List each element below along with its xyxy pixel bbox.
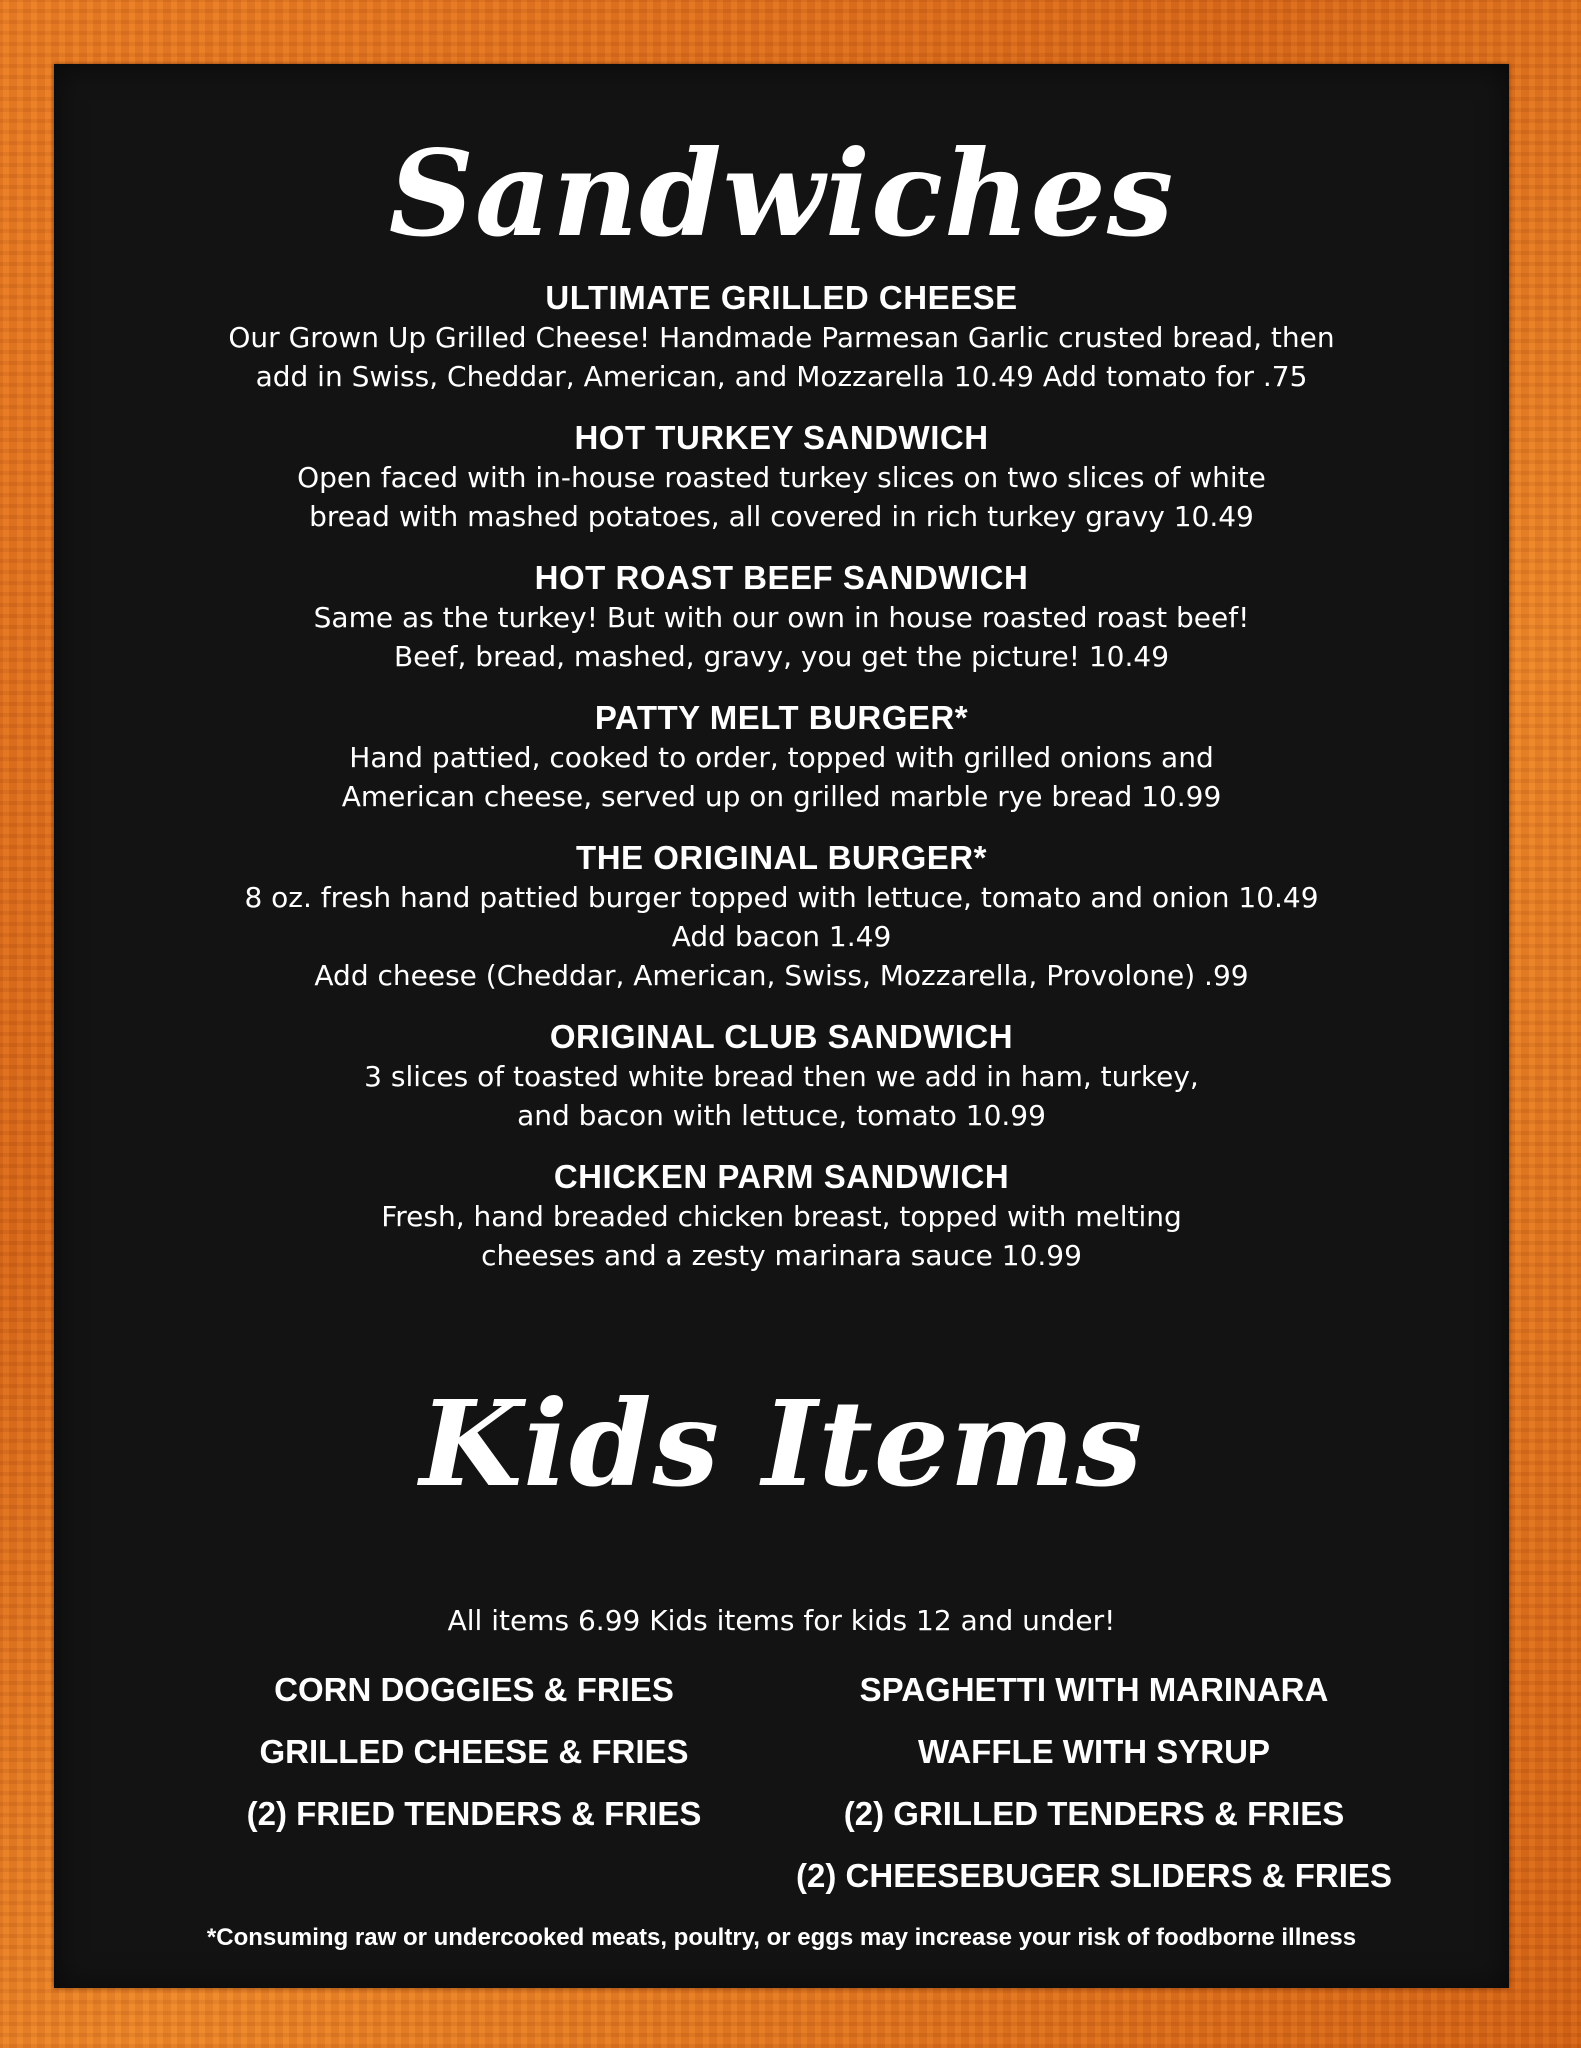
- menu-item: [54, 278, 1509, 396]
- sandwich-list: [54, 278, 1509, 1297]
- kids-item: (2) FRIED TENDERS & FRIES: [246, 1795, 702, 1832]
- kids-item: CORN DOGGIES & FRIES: [274, 1671, 674, 1708]
- item-description: Open faced with in-house roasted turkey slices on two slices of white bread with mashed potatoes, all covered in rich turkey gravy 10.49: [297, 461, 1266, 533]
- item-name: HOT TURKEY SANDWICH: [574, 419, 989, 456]
- item-description: Our Grown Up Grilled Cheese! Handmade Parmesan Garlic crusted bread, then add in Swiss, Cheddar, American, and Mozzarella 10.49 Add tomato for .75: [228, 321, 1335, 393]
- item-description: Hand pattied, cooked to order, topped with grilled onions and American cheese, served up on grilled marble rye bread 10.99: [341, 741, 1222, 813]
- item-description: Same as the turkey! But with our own in house roasted roast beef! Beef, bread, mashed, gravy, you get the picture! 10.49: [313, 601, 1250, 673]
- menu-item: [54, 698, 1509, 816]
- kids-items-left-column: [224, 1659, 724, 1845]
- item-name: CHICKEN PARM SANDWICH: [553, 1158, 1010, 1195]
- item-description: Fresh, hand breaded chicken breast, topped with melting cheeses and a zesty marinara sauce 10.99: [381, 1200, 1182, 1272]
- menu-item: [54, 1157, 1509, 1275]
- item-name: PATTY MELT BURGER*: [594, 699, 969, 736]
- chalkboard-menu: [54, 64, 1509, 1988]
- item-description: 8 oz. fresh hand pattied burger topped with lettuce, tomato and onion 10.49 Add bacon 1.49 Add cheese (Cheddar, American, Swiss, Mozzarella, Provolone) .99: [244, 881, 1319, 992]
- sandwiches-heading: Sandwiches: [388, 124, 1175, 263]
- menu-item: [54, 418, 1509, 536]
- kids-item: GRILLED CHEESE & FRIES: [259, 1733, 689, 1770]
- menu-item: [54, 1017, 1509, 1135]
- menu-item: [54, 558, 1509, 676]
- kids-item: WAFFLE WITH SYRUP: [918, 1733, 1270, 1770]
- kids-items-heading: Kids Items: [419, 1374, 1144, 1513]
- item-name: HOT ROAST BEEF SANDWICH: [534, 559, 1029, 596]
- item-name: ORIGINAL CLUB SANDWICH: [549, 1018, 1014, 1055]
- kids-item: (2) GRILLED TENDERS & FRIES: [843, 1795, 1345, 1832]
- kids-price-note: All items 6.99 Kids items for kids 12 and under!: [447, 1604, 1116, 1637]
- food-safety-disclaimer: *Consuming raw or undercooked meats, poultry, or eggs may increase your risk of foodborne illness: [206, 1924, 1357, 1951]
- kids-items-right-column: [744, 1659, 1444, 1907]
- menu-item: [54, 838, 1509, 995]
- kids-item: SPAGHETTI WITH MARINARA: [859, 1671, 1329, 1708]
- item-name: ULTIMATE GRILLED CHEESE: [545, 279, 1018, 316]
- item-description: 3 slices of toasted white bread then we add in ham, turkey, and bacon with lettuce, tomato 10.99: [364, 1060, 1199, 1132]
- kids-item: (2) CHEESEBUGER SLIDERS & FRIES: [796, 1857, 1392, 1894]
- item-name: THE ORIGINAL BURGER*: [576, 839, 987, 876]
